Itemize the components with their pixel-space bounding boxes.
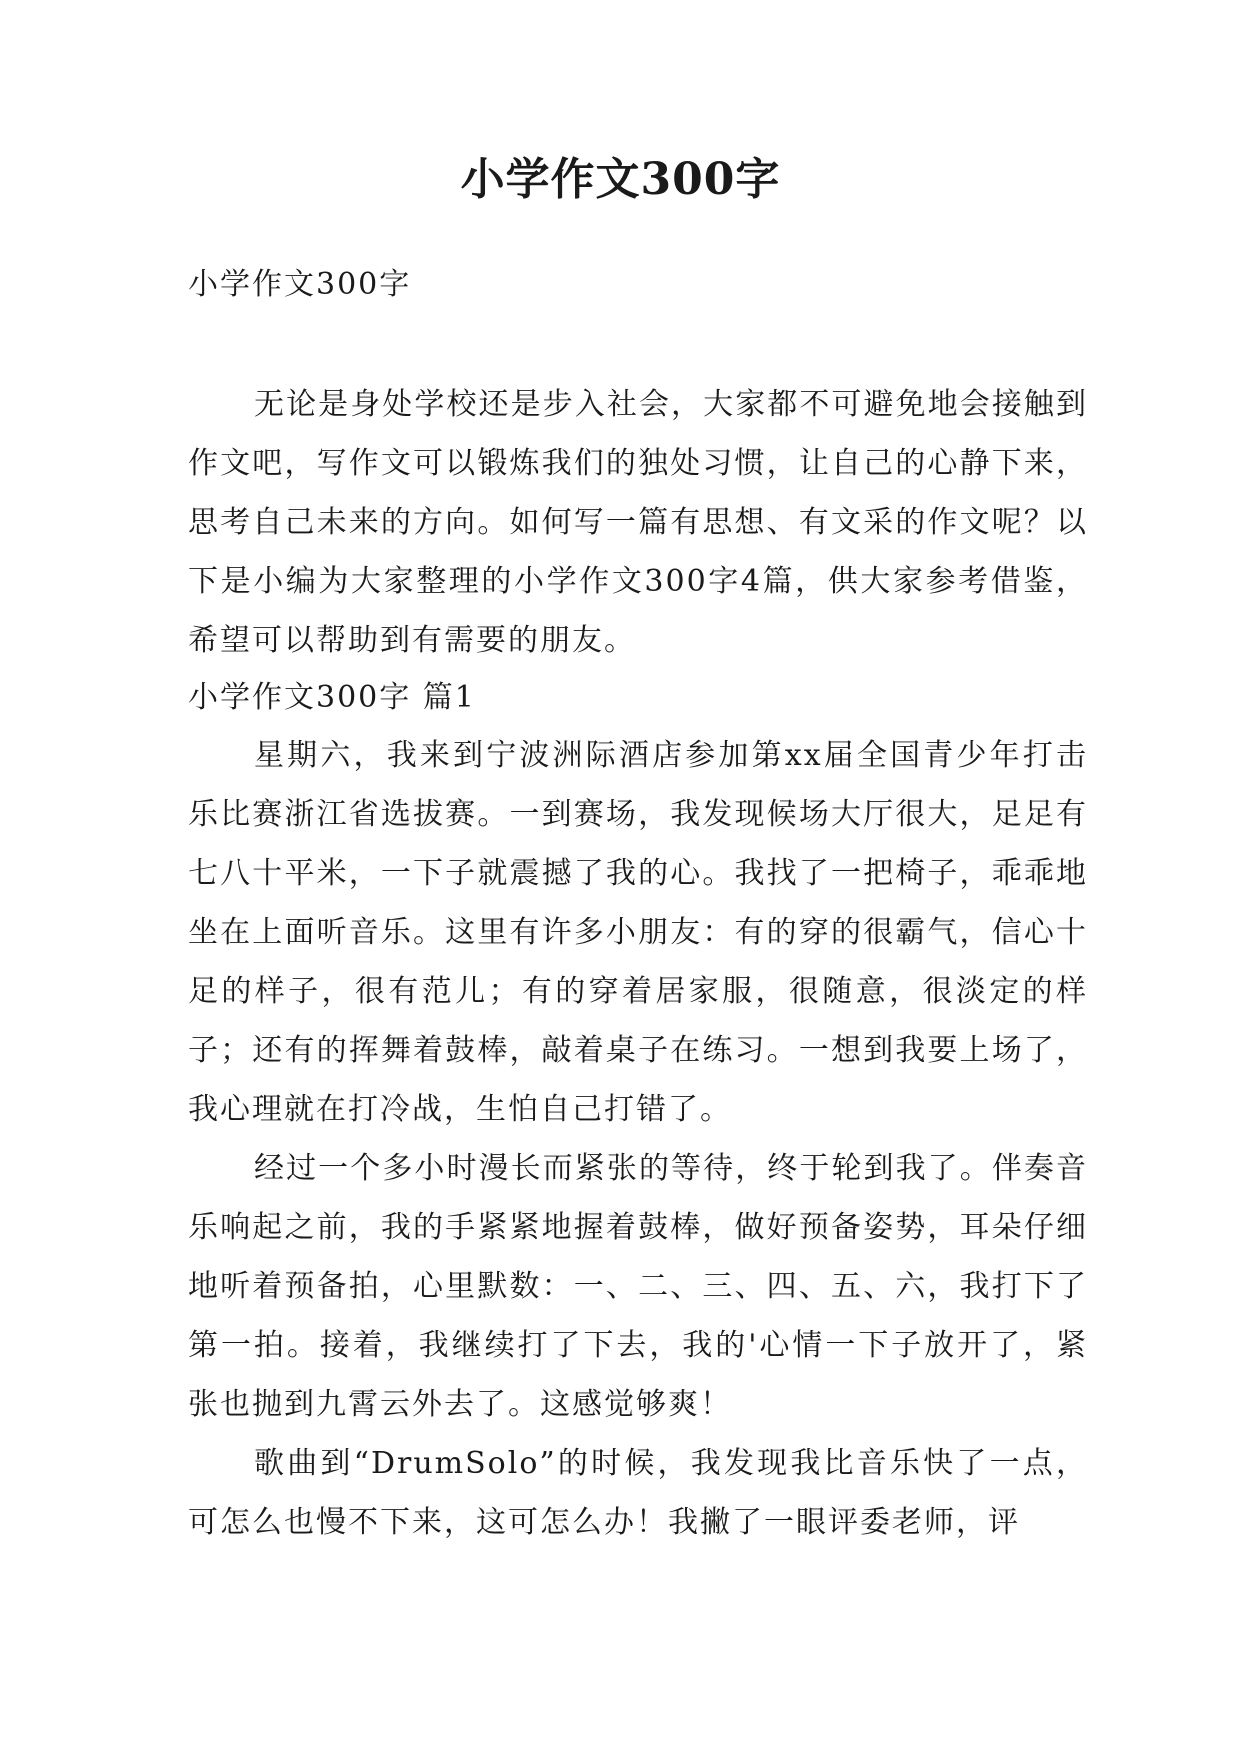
body-paragraph-1: 星期六，我来到宁波洲际酒店参加第xx届全国青少年打击乐比赛浙江省选拔赛。一到赛场，我发现候场大厅很大，足足有七八十平米，一下子就震撼了我的心。我找了一把椅子，乖乖地坐在上面听音乐。这里有许多小朋友：有的穿的很霸气，信心十足的样子，很有范儿；有的穿着居家服，很随意，很淡定的样子；还有的挥舞着鼓棒，敲着桌子在练习。一想到我要上场了，我心理就在打冷战，生怕自己打错了。 [188,738,1088,1127]
spacer [188,315,1088,375]
intro-paragraph: 无论是身处学校还是步入社会，大家都不可避免地会接触到作文吧，写作文可以锻炼我们的独处习惯，让自己的心静下来，思考自己未来的方向。如何写一篇有思想、有文采的作文呢？以下是小编为大家整理的小学作文300字4篇，供大家参考借鉴，希望可以帮助到有需要的朋友。 [188,387,1088,658]
body-paragraph-3: 歌曲到“DrumSolo”的时候，我发现我比音乐快了一点，可怎么也慢不下来，这可怎么办！我撇了一眼评委老师，评 [188,1446,1088,1540]
section-heading: 小学作文300字 篇1 [188,680,476,715]
document-title: 小学作文300字 [460,154,781,205]
document-subtitle: 小学作文300字 [188,267,412,302]
document-body [188,255,1088,1552]
body-paragraph-2: 经过一个多小时漫长而紧张的等待，终于轮到我了。伴奏音乐响起之前，我的手紧紧地握着鼓棒，做好预备姿势，耳朵仔细地听着预备拍，心里默数：一、二、三、四、五、六，我打下了第一拍。接着，我继续打了下去，我的'心情一下子放开了，紧张也抛到九霄云外去了。这感觉够爽！ [188,1151,1088,1422]
